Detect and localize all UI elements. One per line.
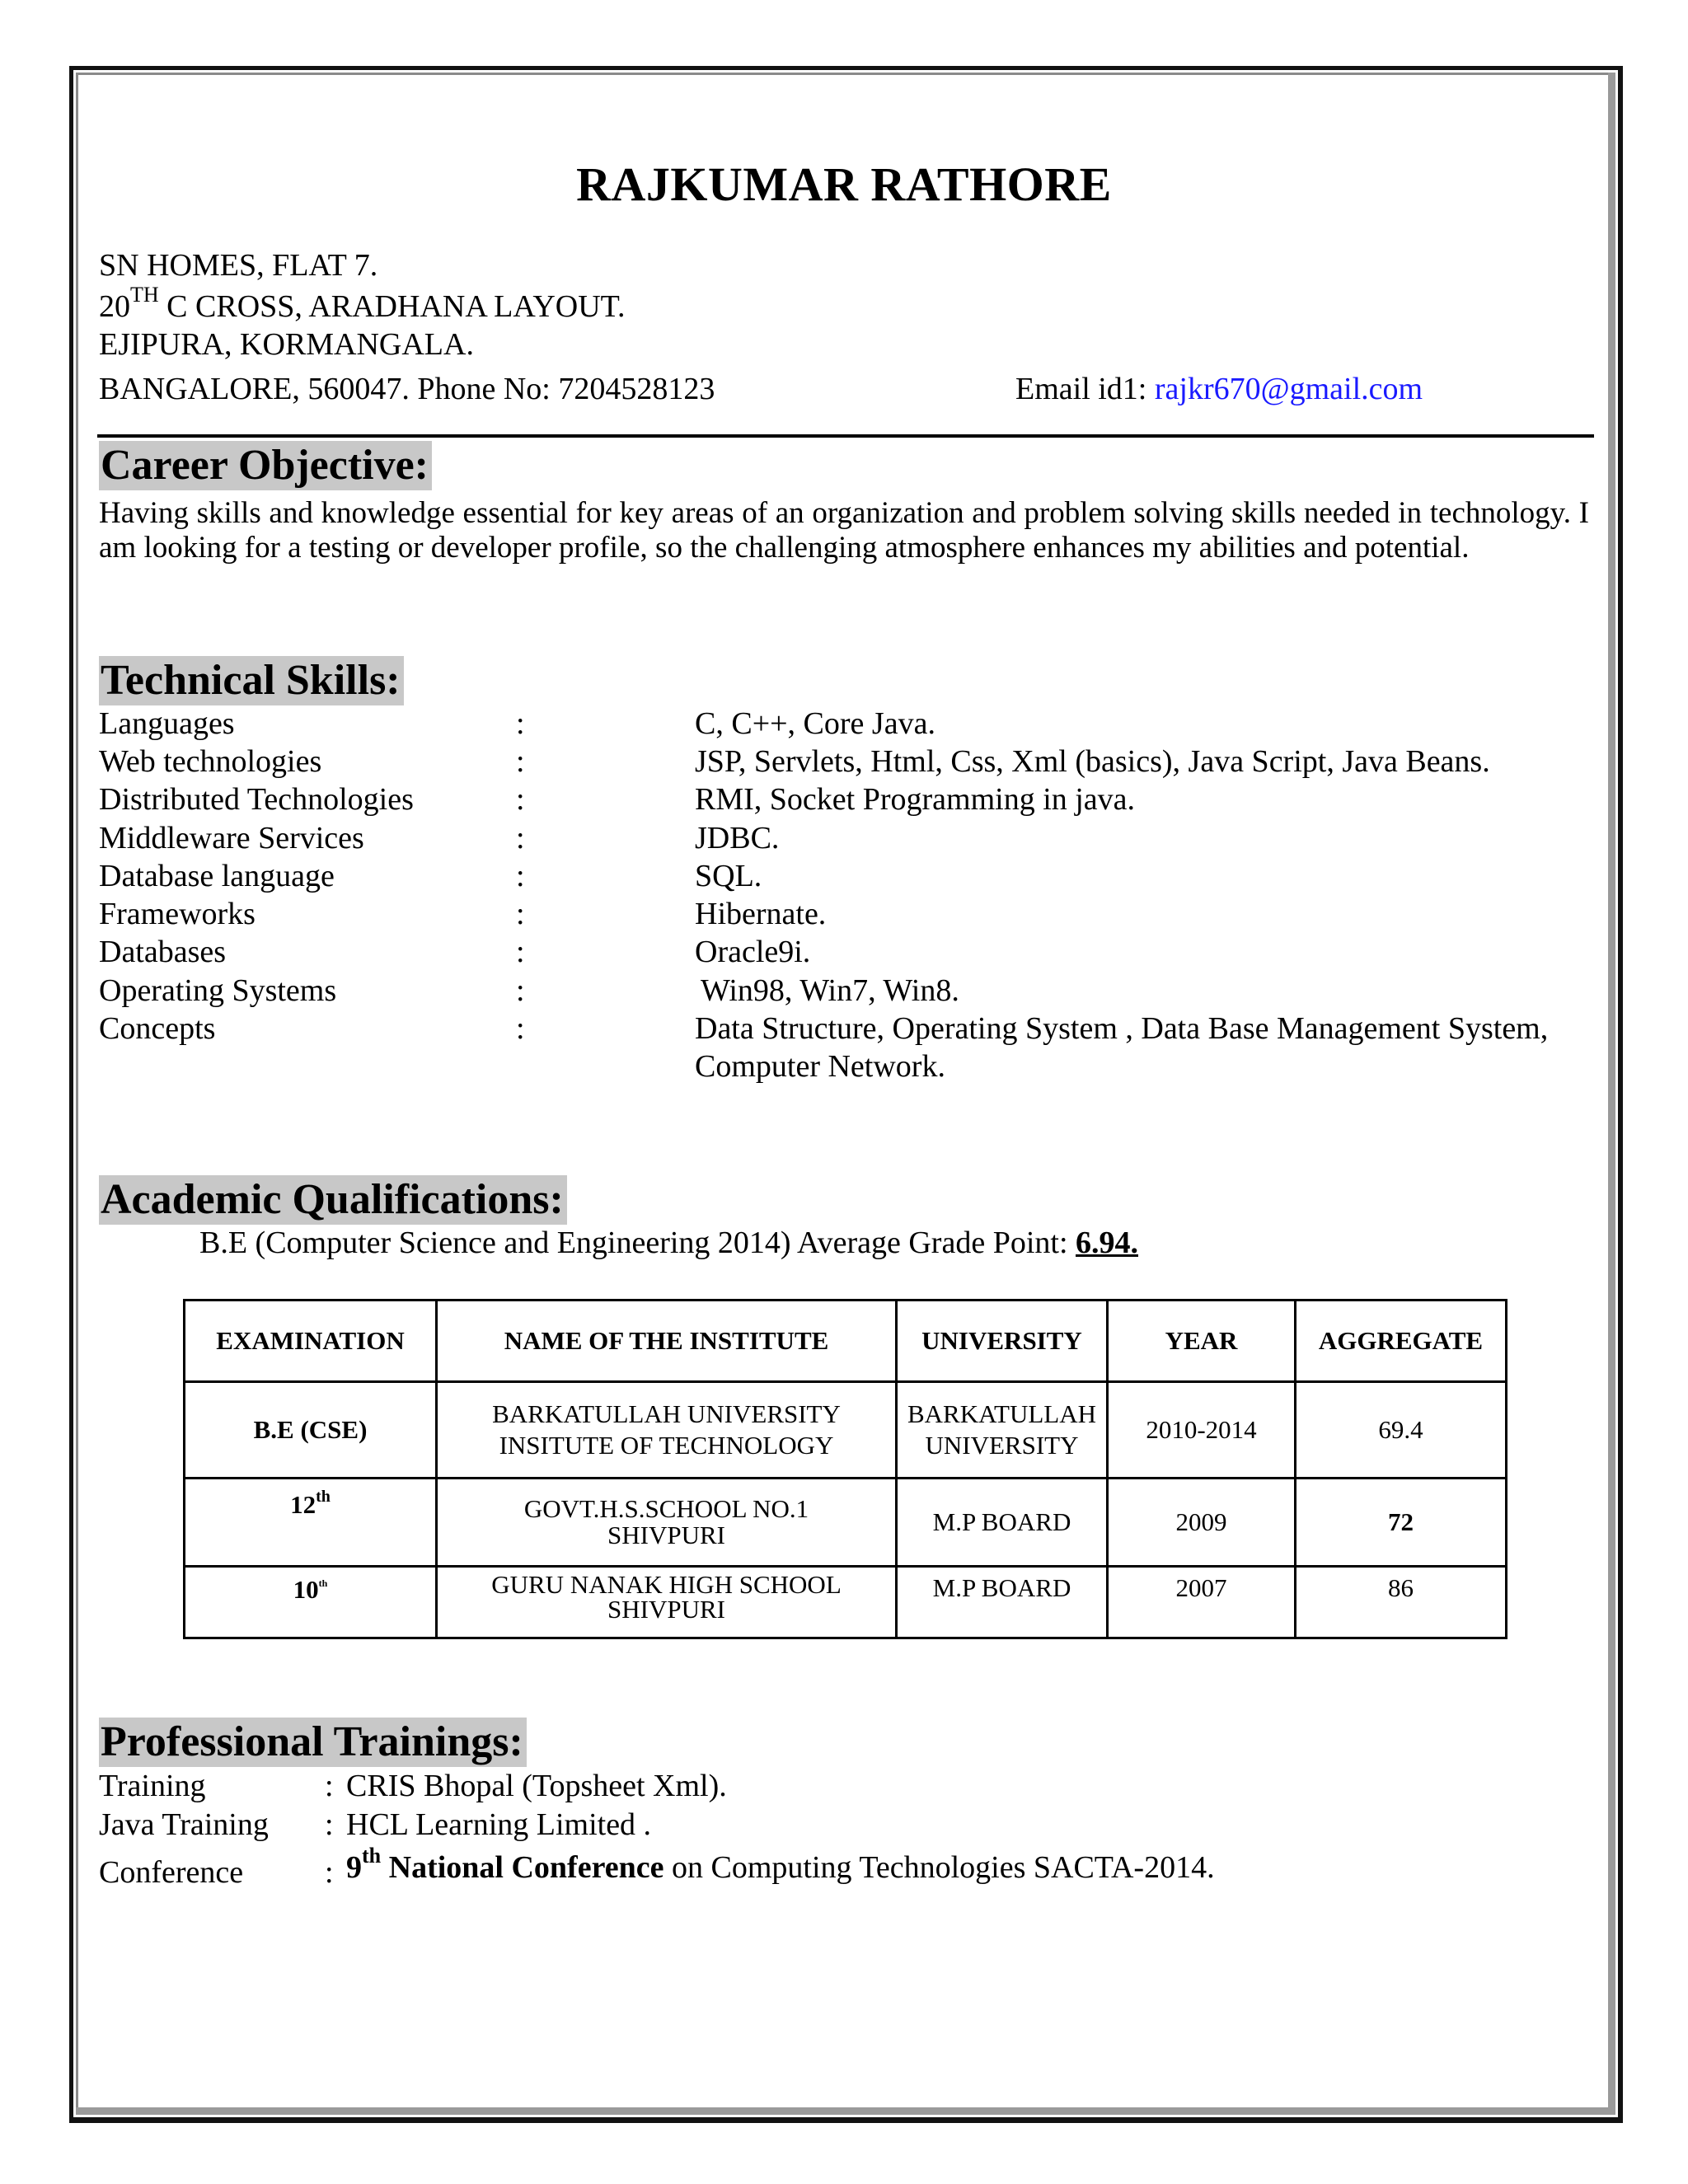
university-line: BARKATULLAH bbox=[907, 1399, 1097, 1428]
year-cell: 2010-2014 bbox=[1108, 1382, 1296, 1479]
address-line-2 bbox=[99, 283, 626, 325]
skill-colon: : bbox=[516, 973, 525, 1008]
academic-heading: Academic Qualifications: bbox=[99, 1175, 567, 1225]
email-link[interactable]: rajkr670@gmail.com bbox=[1154, 372, 1423, 406]
conference-ordinal: th bbox=[362, 1844, 382, 1868]
skill-label: Middleware Services bbox=[99, 821, 364, 855]
aggregate-cell: 69.4 bbox=[1296, 1382, 1507, 1479]
exam-number: 10 bbox=[293, 1575, 319, 1604]
year-cell: 2007 bbox=[1108, 1567, 1296, 1638]
skill-colon: : bbox=[516, 859, 525, 893]
institute-line: GOVT.H.S.SCHOOL NO.1 bbox=[523, 1494, 809, 1523]
skill-colon: : bbox=[516, 744, 525, 779]
table-header-row bbox=[185, 1301, 1507, 1382]
skill-value: JSP, Servlets, Html, Css, Xml (basics), Java Script, Java Beans. bbox=[695, 744, 1490, 779]
aggregate-cell: 86 bbox=[1296, 1567, 1507, 1638]
conference-number: 9 bbox=[346, 1850, 362, 1885]
skill-colon: : bbox=[516, 782, 525, 817]
career-objective-heading: Career Objective: bbox=[99, 441, 432, 490]
skill-label: Languages bbox=[99, 706, 235, 741]
page-border-shadow-right bbox=[1608, 73, 1615, 2115]
table-row bbox=[185, 1567, 1507, 1638]
column-header: UNIVERSITY bbox=[897, 1301, 1108, 1382]
education-table bbox=[183, 1299, 1507, 1639]
address-line-2-number: 20 bbox=[99, 289, 130, 324]
skill-value: RMI, Socket Programming in java. bbox=[695, 782, 1136, 817]
skill-value: Hibernate. bbox=[695, 897, 827, 931]
institute-line: SHIVPURI bbox=[607, 1595, 725, 1624]
skill-colon: : bbox=[516, 821, 525, 855]
skill-colon: : bbox=[516, 935, 525, 969]
institute-line: SHIVPURI bbox=[607, 1521, 725, 1549]
skill-label: Operating Systems bbox=[99, 973, 337, 1008]
skill-value: SQL. bbox=[695, 859, 762, 893]
university-cell: M.P BOARD bbox=[897, 1479, 1108, 1567]
training-value: CRIS Bhopal (Topsheet Xml). bbox=[346, 1769, 727, 1803]
training-colon: : bbox=[325, 1769, 334, 1803]
candidate-name: RAJKUMAR RATHORE bbox=[576, 157, 1112, 211]
career-objective-text: Having skills and knowledge essential for key areas of an organization and problem solving skills needed in technology. I am looking for a testing or developer profile, so the challenging atmosphere enhances my abilities and potential. bbox=[99, 496, 1589, 565]
table-row bbox=[185, 1479, 1507, 1567]
institute-cell bbox=[437, 1479, 897, 1567]
skill-value: Oracle9i. bbox=[695, 935, 811, 969]
university-line: UNIVERSITY bbox=[925, 1431, 1079, 1460]
training-value: HCL Learning Limited . bbox=[346, 1807, 652, 1842]
training-label: Training bbox=[99, 1769, 206, 1803]
training-colon: : bbox=[325, 1855, 334, 1890]
exam-ordinal: th bbox=[316, 1488, 331, 1506]
institute-line: GURU NANAK HIGH SCHOOL bbox=[491, 1570, 842, 1599]
university-cell: M.P BOARD bbox=[897, 1567, 1108, 1638]
institute-cell bbox=[437, 1567, 897, 1638]
academic-summary-text: B.E (Computer Science and Engineering 2014) Average Grade Point: bbox=[199, 1226, 1076, 1260]
column-header: NAME OF THE INSTITUTE bbox=[437, 1301, 897, 1382]
training-colon: : bbox=[325, 1807, 334, 1842]
training-label: Java Training bbox=[99, 1807, 269, 1842]
exam-cell bbox=[185, 1567, 437, 1638]
address-line-3: EJIPURA, KORMANGALA. bbox=[99, 327, 474, 362]
page-border-shadow-bottom bbox=[76, 2107, 1615, 2115]
column-header: EXAMINATION bbox=[185, 1301, 437, 1382]
skill-label: Frameworks bbox=[99, 897, 256, 931]
address-line-1: SN HOMES, FLAT 7. bbox=[99, 248, 378, 283]
table-row bbox=[185, 1382, 1507, 1479]
email-row bbox=[1015, 371, 1423, 407]
skill-label: Database language bbox=[99, 859, 335, 893]
address-line-2-suffix: TH bbox=[130, 283, 159, 307]
skill-colon: : bbox=[516, 706, 525, 741]
skill-label: Databases bbox=[99, 935, 227, 969]
conference-label: Conference bbox=[99, 1855, 244, 1890]
institute-cell bbox=[437, 1382, 897, 1479]
conference-value bbox=[346, 1844, 1215, 1886]
skill-label: Distributed Technologies bbox=[99, 782, 414, 817]
university-cell bbox=[897, 1382, 1108, 1479]
conference-details: on Computing Technologies SACTA-2014. bbox=[663, 1850, 1215, 1885]
header-divider bbox=[97, 434, 1594, 438]
exam-number: 12 bbox=[290, 1490, 316, 1519]
email-label: Email id1: bbox=[1015, 372, 1155, 406]
skill-label: Web technologies bbox=[99, 744, 322, 779]
skill-value: Win98, Win7, Win8. bbox=[701, 973, 959, 1008]
institute-line: INSITUTE OF TECHNOLOGY bbox=[499, 1431, 834, 1460]
address-line-2-street: C CROSS, ARADHANA LAYOUT. bbox=[158, 289, 626, 324]
address-line-4-phone: BANGALORE, 560047. Phone No: 7204528123 bbox=[99, 372, 715, 406]
skill-value: JDBC. bbox=[695, 821, 780, 855]
skill-colon: : bbox=[516, 897, 525, 931]
professional-trainings-heading: Professional Trainings: bbox=[99, 1718, 527, 1767]
aggregate-cell: 72 bbox=[1296, 1479, 1507, 1567]
academic-summary bbox=[199, 1225, 1138, 1261]
institute-line: BARKATULLAH UNIVERSITY bbox=[492, 1399, 841, 1428]
conference-title: National Conference bbox=[381, 1850, 664, 1885]
average-grade-point: 6.94. bbox=[1076, 1226, 1138, 1260]
skill-value: Data Structure, Operating System , Data Base Management System, Computer Network. bbox=[695, 1011, 1549, 1084]
skill-colon: : bbox=[516, 1011, 525, 1046]
exam-ordinal: th bbox=[318, 1577, 328, 1589]
column-header: YEAR bbox=[1108, 1301, 1296, 1382]
exam-cell bbox=[185, 1479, 437, 1567]
exam-cell: B.E (CSE) bbox=[185, 1382, 437, 1479]
skill-value: C, C++, Core Java. bbox=[695, 706, 935, 741]
year-cell: 2009 bbox=[1108, 1479, 1296, 1567]
technical-skills-heading: Technical Skills: bbox=[99, 656, 404, 705]
column-header: AGGREGATE bbox=[1296, 1301, 1507, 1382]
skill-label: Concepts bbox=[99, 1011, 216, 1046]
